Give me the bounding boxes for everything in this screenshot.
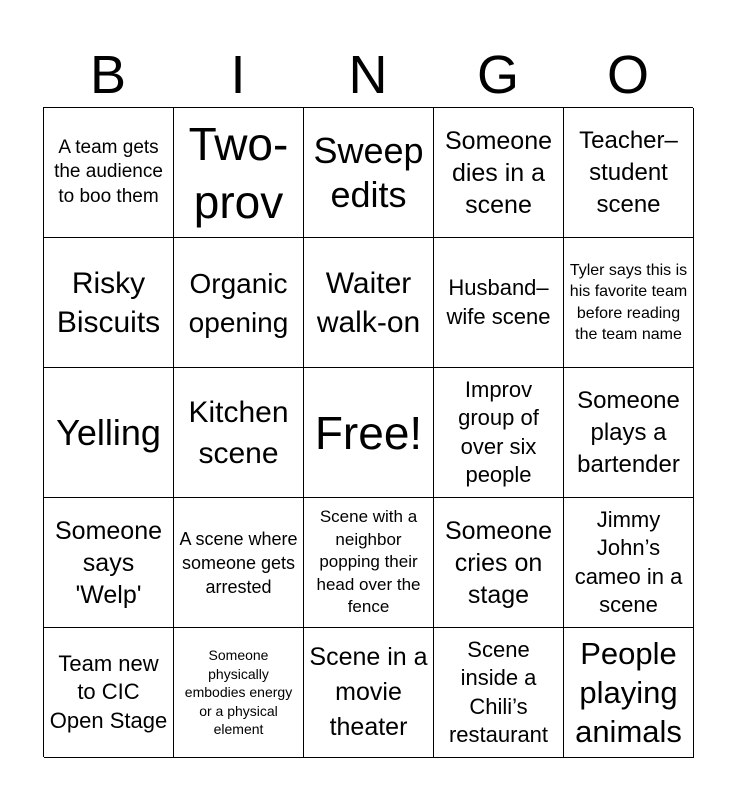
header-letter-o: O xyxy=(606,45,649,105)
header-letter-b: B xyxy=(89,45,127,105)
bingo-cell-r5-c3[interactable] xyxy=(304,628,434,758)
cell-text: Improv group of over six people xyxy=(458,376,539,487)
cell-text: Scene in a movie theater xyxy=(309,643,428,741)
bingo-cell-r4-c2[interactable] xyxy=(174,498,304,628)
cell-text: Waiter walk-on xyxy=(316,266,421,339)
cell-text: Tyler says this is his favorite team before reading the team name xyxy=(569,261,688,343)
cell-text: A team gets the audience to boo them xyxy=(54,136,163,207)
header-letter-n: N xyxy=(348,45,388,105)
bingo-cell-r5-c2[interactable] xyxy=(174,628,304,758)
bingo-cell-r2-c1[interactable] xyxy=(44,238,174,368)
bingo-header xyxy=(43,44,693,106)
cell-text: People playing animals xyxy=(575,636,682,749)
cell-text: Someone physically embodies energy or a physical element xyxy=(184,647,293,738)
cell-text: Kitchen scene xyxy=(188,395,289,470)
cell-text: Scene with a neighbor popping their head over the fence xyxy=(316,507,421,617)
cell-text: A scene where someone gets arrested xyxy=(179,528,298,597)
cell-text: Two-prov xyxy=(188,117,289,228)
bingo-cell-r3-c1[interactable] xyxy=(44,368,174,498)
cell-text: Someone says 'Welp' xyxy=(54,516,163,609)
bingo-cell-r3-c5[interactable] xyxy=(564,368,694,498)
bingo-cell-r1-c5[interactable] xyxy=(564,108,694,238)
bingo-cell-r4-c5[interactable] xyxy=(564,498,694,628)
bingo-cell-r2-c5[interactable] xyxy=(564,238,694,368)
cell-text: Team new to CIC Open Stage xyxy=(49,650,168,733)
bingo-cell-r2-c2[interactable] xyxy=(174,238,304,368)
bingo-card-grid xyxy=(43,107,693,757)
cell-text: Organic opening xyxy=(188,267,289,338)
bingo-cell-r4-c1[interactable] xyxy=(44,498,174,628)
bingo-cell-r1-c3[interactable] xyxy=(304,108,434,238)
bingo-cell-r3-c4[interactable] xyxy=(434,368,564,498)
cell-text: Free! xyxy=(314,406,423,459)
header-letter-i: I xyxy=(230,45,246,105)
cell-text: Someone dies in a scene xyxy=(444,126,553,219)
bingo-cell-r2-c4[interactable] xyxy=(434,238,564,368)
cell-text: Sweep edits xyxy=(313,129,424,215)
bingo-cell-r5-c4[interactable] xyxy=(434,628,564,758)
cell-text: Risky Biscuits xyxy=(56,266,161,339)
bingo-cell-r4-c4[interactable] xyxy=(434,498,564,628)
bingo-cell-r3-c2[interactable] xyxy=(174,368,304,498)
bingo-cell-r5-c5[interactable] xyxy=(564,628,694,758)
bingo-cell-r5-c1[interactable] xyxy=(44,628,174,758)
cell-text: Yelling xyxy=(56,411,161,453)
cell-text: Someone cries on stage xyxy=(444,516,553,609)
cell-text: Teacher–student scene xyxy=(579,126,678,218)
cell-text: Scene inside a Chili’s restaurant xyxy=(448,636,549,747)
cell-text: Jimmy John’s cameo in a scene xyxy=(574,506,683,617)
cell-text: Someone plays a bartender xyxy=(577,386,680,478)
bingo-cell-r1-c1[interactable] xyxy=(44,108,174,238)
bingo-cell-free[interactable] xyxy=(304,368,434,498)
cell-text: Husband–wife scene xyxy=(446,275,551,329)
bingo-cell-r2-c3[interactable] xyxy=(304,238,434,368)
bingo-cell-r4-c3[interactable] xyxy=(304,498,434,628)
header-letter-g: G xyxy=(476,45,519,105)
bingo-cell-r1-c4[interactable] xyxy=(434,108,564,238)
bingo-cell-r1-c2[interactable] xyxy=(174,108,304,238)
